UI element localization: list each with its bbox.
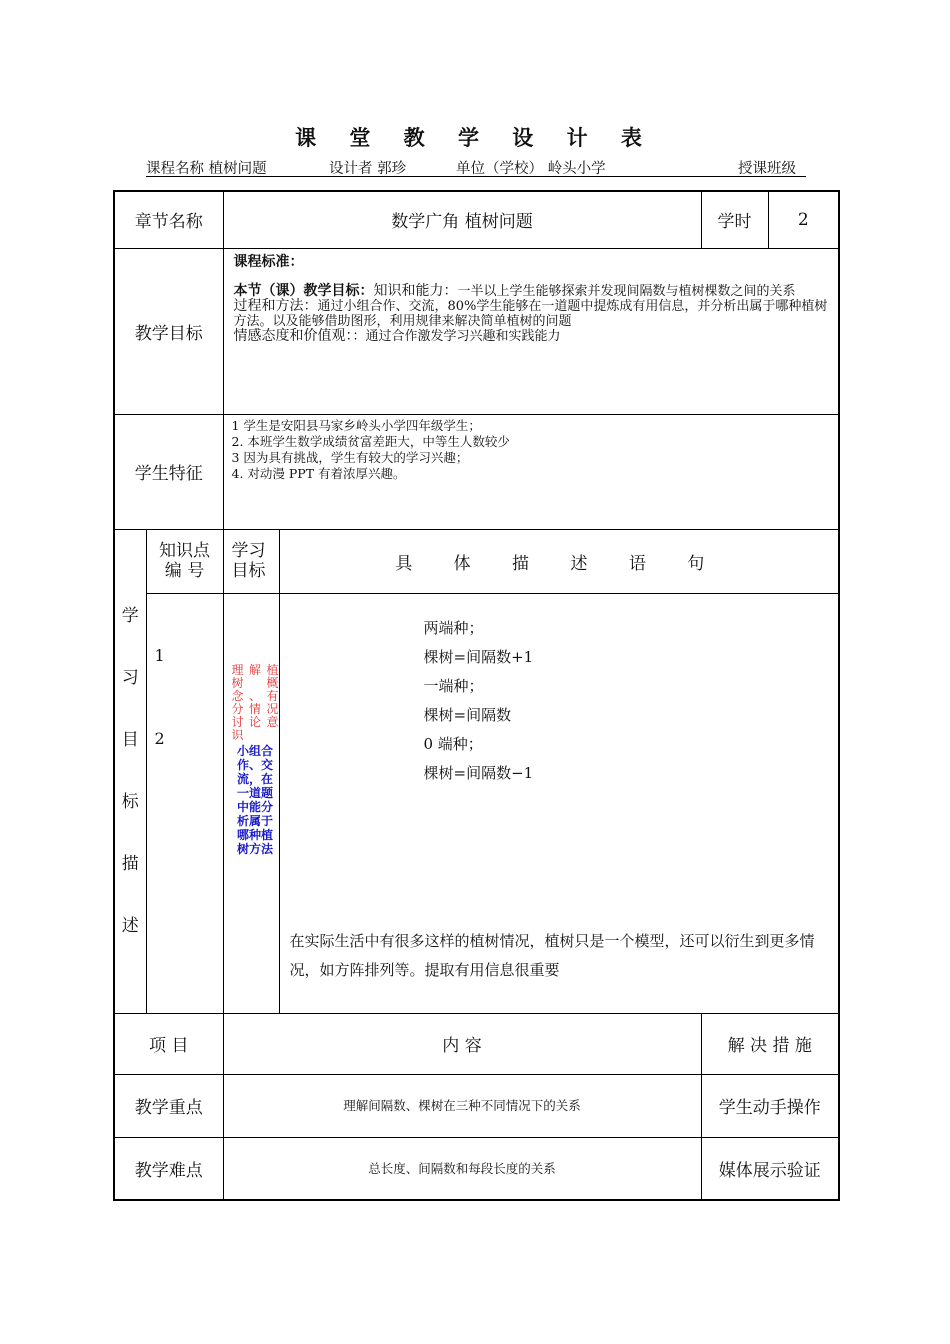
objectives-row (114, 248, 839, 414)
designer: 设计者 郭珍 (329, 161, 407, 177)
curriculum-standard: 课程标准： (233, 253, 304, 270)
hours-value: 2 (768, 191, 839, 248)
chapter-value: 数学广角 植树问题 (223, 191, 701, 248)
key-point-measure: 学生动手操作 (701, 1074, 839, 1137)
students-row (114, 414, 839, 529)
desc-line: 一端种； (423, 676, 484, 695)
key-point-row (114, 1074, 839, 1137)
knowledge-numbers (146, 593, 223, 1013)
student-item: 3 因为具有挑战，学生有较大的学习兴趣； (231, 449, 469, 465)
students-content (223, 414, 839, 529)
school-unit: 单位（学校） 岭头小学 (456, 161, 606, 177)
student-item: 1 学生是安阳县马家乡岭头小学四年级学生； (231, 417, 481, 433)
desc-line: 两端种； (423, 618, 484, 637)
learning-body-row (114, 593, 839, 1013)
desc-line: 棵树=间隔数 (423, 705, 512, 724)
knowledge-number: 2 (154, 728, 165, 748)
course-name: 课程名称 植树问题 (146, 161, 267, 177)
difficulty-row (114, 1137, 839, 1200)
hours-label: 学时 (701, 191, 768, 248)
objectives-label: 教学目标 (114, 248, 223, 414)
objectives-content (223, 248, 839, 414)
learning-side-label: 学 习 目 标 描 述 (114, 529, 146, 1013)
course-info-line (146, 157, 806, 177)
desc-line: 0 端种； (423, 734, 483, 753)
page-title: 课 堂 教 学 设 计 表 (295, 126, 655, 150)
key-point-content: 理解间隔数、棵树在三种不同情况下的关系 (223, 1074, 701, 1137)
process-objective: 过程和方法：通过小组合作、交流，80%学生能够在一道题中提炼成有用信息，并分析出属于哪种植树方法。以及能够借助图形，利用规律来解决简单植树的问题 (233, 297, 828, 329)
students-label: 学生特征 (114, 414, 223, 529)
chapter-row (114, 191, 839, 248)
item-header: 项 目 (114, 1013, 223, 1074)
key-point-label: 教学重点 (114, 1074, 223, 1137)
desc-line: 棵树=间隔数−1 (423, 763, 534, 782)
chapter-label: 章节名称 (114, 191, 223, 248)
content-header: 内 容 (223, 1013, 701, 1074)
difficulty-label: 教学难点 (114, 1137, 223, 1200)
emotion-objective: 情感态度和价值观：：通过合作激发学习兴趣和实践能力 (233, 327, 561, 344)
learning-goal-header: 学习目标 (223, 529, 279, 593)
desc-line: 棵树=间隔数+1 (423, 647, 534, 666)
goal-concept: 理解植树概念、有分情况讨论意识 (231, 662, 279, 742)
learning-goal (223, 593, 279, 1013)
items-header-row (114, 1013, 839, 1074)
learning-header-row (114, 529, 839, 593)
student-item: 2. 本班学生数学成绩贫富差距大，中等生人数较少 (231, 433, 510, 449)
description-header: 具 体 描 述 语 句 (279, 529, 839, 593)
class-label: 授课班级 (738, 161, 796, 177)
measure-header: 解 决 措 施 (701, 1013, 839, 1074)
goal-cooperation: 小组合作、交流，在一道题中能分析属于哪种植树方法 (236, 743, 273, 856)
student-item: 4. 对动漫 PPT 有着浓厚兴趣。 (231, 465, 406, 481)
difficulty-measure: 媒体展示验证 (701, 1137, 839, 1200)
description-content (279, 593, 839, 1013)
knowledge-number-header: 知识点编 号 (146, 529, 223, 593)
knowledge-objective: 本节（课）教学目标：知识和能力：一半以上学生能够探索并发现间隔数与植树棵数之间的关系 (233, 282, 796, 299)
difficulty-content: 总长度、间隔数和每段长度的关系 (223, 1137, 701, 1200)
desc-summary: 在实际生活中有很多这样的植树情况，植树只是一个模型，还可以衍生到更多情况，如方阵排列等。提取有用信息很重要 (289, 931, 815, 979)
lesson-design-table (113, 190, 840, 1201)
knowledge-number: 1 (154, 645, 165, 665)
